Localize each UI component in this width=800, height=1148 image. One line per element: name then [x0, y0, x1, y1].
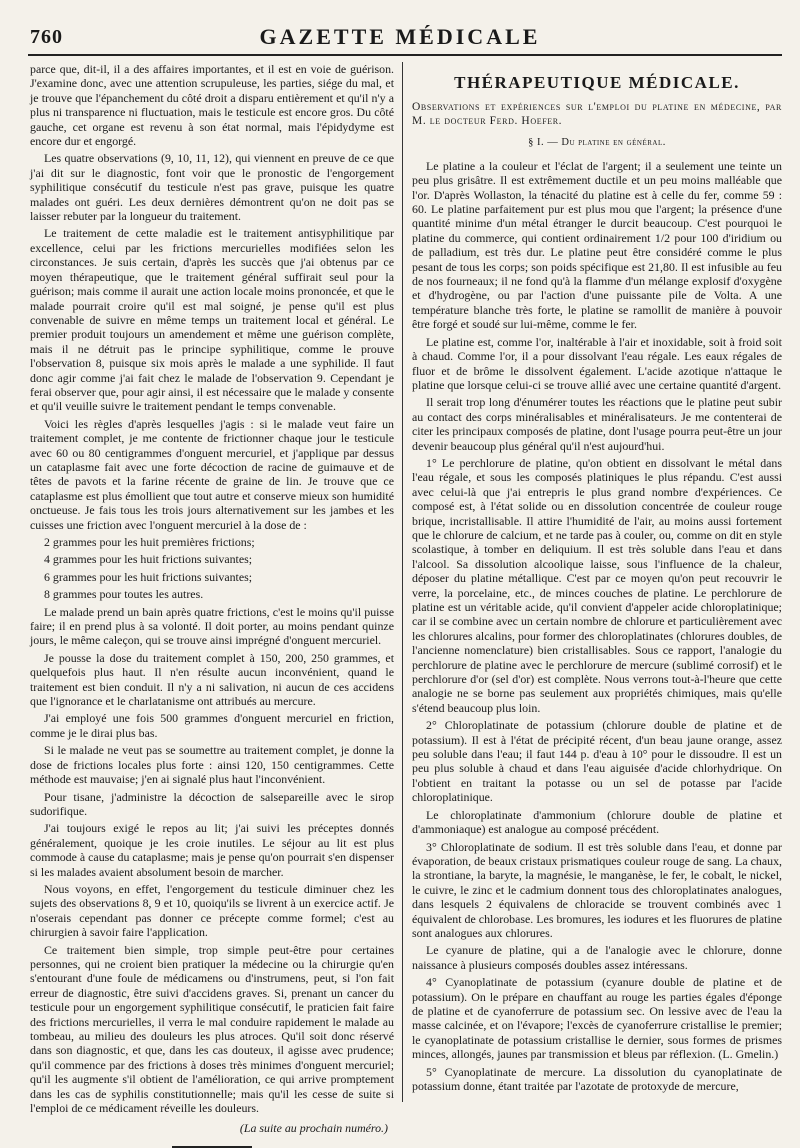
paragraph: Voici les règles d'après lesquelles j'agis : si le malade veut faire un traitement complet, je me contente de frictionner chaque jour le testicule avec 60 ou 80 centigrammes d'onguent mercuriel, et j'applique par dessus un cataplasme fait avec une forte décoction de racine de guimauve et de têtes de pavots et la farine récente de graine de lin. Je trouve que ce cataplasme est plus émollient que tout autre et conserve mieux son humidité onctueuse. Je fais tous les trois jours alternativement sur les jambes et les cuisses une friction avec l'onguent mercuriel à la dose de :	[30, 416, 394, 532]
paragraph: 3° Chloroplatinate de sodium. Il est très soluble dans l'eau, et donne par évaporation, de beaux cristaux prismatiques couleur rouge de sang. La chaux, la strontiane, la baryte, la magnésie, le manganèse, le fer, le cobalt, le nickel, le cuivre, le zinc et le cadmium donnent tous des chloroplatinates analogues, dans lesquels 2 équivalens de chloracide se trouvent combinés avec 1 équivalent de chlorobase. Les bromures, les iodures et les fluorures de platine sont analogues aux chlorures.	[412, 839, 782, 940]
running-title: GAZETTE MÉDICALE	[259, 24, 541, 49]
dose-line: 4 grammes pour les huit frictions suivantes;	[44, 552, 253, 567]
dose-line: 2 grammes pour les huit premières frictions;	[44, 535, 255, 549]
paragraph: Nous voyons, en effet, l'engorgement du testicule diminuer chez les sujets des observations 8, 9 et 10, quoiqu'ils se livrent à un exercice actif. Je n'oserais cependant pas donner ce précepte comme formel; c'est au chirurgien à savoir faire l'application.	[30, 881, 394, 940]
paragraph: J'ai employé une fois 500 grammes d'onguent mercuriel en friction, comme je le dirai plus bas.	[30, 711, 394, 740]
header-rule	[28, 54, 782, 56]
dose-line: 8 grammes pour toutes les autres.	[44, 587, 204, 602]
paragraph: 5° Cyanoplatinate de mercure. La dissolution du cyanoplatinate de potassium donne, étant traitée par l'azotate de protoxyde de mercure,	[412, 1064, 782, 1093]
paragraph: Le traitement de cette maladie est le traitement antisyphilitique par excellence, celui par les frictions mercurielles modifiées selon les circonstances. Je suis certain, d'après les succès que j'ai obtenus par ce moyen thérapeutique, que le traitement général suffirait seul pour la guérison; mais comme il aurait une action locale moins prononcée, et que le malade pourrait croire qu'il est mal soigné, je pense qu'il est plus convenable de suivre en même temps un traitement local et général. Le premier produit toujours un amendement et même une guérison complète, mais il ne détruit pas le principe syphilitique, comme le prouve l'observation 8, puisque six mois après le malade a une syphilide. Il faut donc agir comme j'ai fait chez le malade de l'observation 9. Cependant je ferai observer que, pour agir ainsi, il est nécessaire que le malade y consente et qu'il veuille suivre le traitement pendant le temps convenable.	[30, 226, 394, 414]
paragraph: 2° Chloroplatinate de potassium (chlorure double de platine et de potassium). Il est à l'état de précipité récent, d'un beau jaune orange, assez peu soluble dans l'eau; il faut 144 p. d'eau à 10° pour le dissoudre. Il est un peu plus soluble à chaud et dans l'eau aiguisée d'acide chlorhydrique. On l'obtient en traitant la potasse ou un sel de potasse par l'acide chloroplatinique.	[412, 718, 782, 805]
paragraph: Il serait trop long d'énumérer toutes les réactions que le platine peut subir au contact des corps minéralisables et minéralisateurs. Je me contenterai de citer les principaux composés de platine, dont l'usage pourra peut-être un jour devenir beaucoup plus général qu'il n'est aujourd'hui.	[412, 395, 782, 453]
subsection-heading: § I. — Du platine en général.	[528, 137, 666, 149]
page-number: 760	[30, 26, 63, 48]
right-column	[412, 62, 782, 1112]
paragraph: parce que, dit-il, il a des affaires importantes, et il est en voie de guérison. J'examine donc, avec une attention scrupuleuse, les parties, siége du mal, et je trouve que l'épanchement du côté droit a disparu entièrement et qu'il n'y a plus ni transparence ni fluctuation, mais le testicule est encore gros. Du côté gauche, cet organe est revenu à son état normal, mais l'épidydyme est encore dur et engorgé.	[30, 62, 394, 149]
continuation-note: (La suite au prochain numéro.)	[239, 1121, 388, 1136]
paragraph: J'ai toujours exigé le repos au lit; j'ai suivi les préceptes donnés généralement, quoique je les croie inutiles. Le séjour au lit est plus commode à cause du cataplasme; mais je pense qu'on pourrait s'en dispenser si les malades avaient absolument besoin de marcher.	[30, 821, 394, 879]
paragraph: 1° Le perchlorure de platine, qu'on obtient en dissolvant le métal dans l'eau régale, et sous les composés platiniques le plus répandu. C'est aussi avec celui-là que j'ai entrepris le plus grand nombre d'expériences. Ce composé est, à l'état solide ou en dissolution concentrée de couleur rouge brique, incristallisable. Il attire l'humidité de l'air, au moins aussi fortement que le chlorure de calcium, et ne tarde pas à couler, ou, comme on dit en style scolastique, à tomber en deliquium. Il est très soluble dans l'eau et dans l'alcool. Sa dissolution alcoolique laisse, sous l'influence de la chaleur, déposer du platine métallique. C'est par ce moyen qu'on peut recouvrir le verre, la porcelaine, etc., de minces couches de platine. Le perchlorure de platine est un véritable acide, qu'il convient d'appeler acide chloroplatinique; car il se combine avec un certain nombre de chlorure et particulièrement avec les chlorures alcalins, pour former des chloroplatinates (chlorures doubles, de l'ancienne nomenclature) bien cristallisables. Sous ce rapport, l'analogie du perchlorure de platine avec le perchlorure de mercure (sublimé corrosif) et le perchlorure d'or (sel d'or) est complète. Nous verrons tout-à-l'heure que cette analogie ne se borne pas seulement aux propriétés chimiques, mais qu'elle s'étend beaucoup plus loin.	[412, 455, 782, 715]
dose-line: 6 grammes pour les huit frictions suivantes;	[44, 569, 253, 584]
column-divider	[402, 62, 403, 1102]
paragraph: 4° Cyanoplatinate de potassium (cyanure double de platine et de potassium). On le prépare en chauffant au rouge les parties égales d'éponge de platine et de cyanoferrure de potassium sec. On lessive avec de l'eau la masse calcinée, et on l'évapore; l'excès de cyanoferrure cristallise le premier; le cyanoplatinate de potassium cristallise le dernier, sous formes de prismes minces, allongés, jaunes par transmission et bleus par réflexion. (L. Gmelin.)	[412, 975, 782, 1062]
paragraph: Le malade prend un bain après quatre frictions, c'est le moins qu'il puisse faire; il en prend plus à sa volonté. Il doit porter, au moins pendant quinze jours, le même caleçon, qui se trouve ainsi imprégné d'onguent mercuriel.	[30, 604, 394, 648]
article-title: Observations et expériences sur l'emploi du platine en médecine, par M. le docteur Ferd. Hoefer.	[412, 101, 782, 128]
paragraph: Le platine a la couleur et l'éclat de l'argent; il a seulement une teinte un peu plus grisâtre. Il est extrêmement ductile et un peu moins malléable que l'or. D'après Wollaston, la ténacité du platine est à celle du fer, comme 59 : 60. Le platine parfaitement pur est plus mou que l'argent; la présence d'une quantité minime d'un métal étranger le durcit beaucoup. C'est pourquoi le platine du commerce, qui contient ordinairement 1/2 pour 100 d'iridium ou de palladium, est très dur. Le platine peut être considéré comme le plus pesant de tous les corps; son poids spécifique est 21,80. Il est infusible au feu de nos fourneaux; il ne fond qu'à la flamme d'un mélange explosif d'oxygène et d'hydrogène, ou par l'action d'une puissante pile de Volta. A une température blanche très forte, le platine se ramollit de manière à pouvoir être forgé et soudé sur lui-même, comme le fer.	[412, 158, 782, 332]
paragraph: Si le malade ne veut pas se soumettre au traitement complet, je donne la dose de frictions locales plus forte : ainsi 120, 150 centigrammes. Cette méthode est mauvaise; j'en ai signalé plus haut l'inconvénient.	[30, 743, 394, 787]
paragraph: Le chloroplatinate d'ammonium (chlorure double de platine et d'ammoniaque) est analogue au composé précédent.	[412, 807, 782, 837]
paragraph: Ce traitement bien simple, trop simple peut-être pour certaines personnes, qui ne croient bien pratiquer la médecine ou la chirurgie qu'en s'entourant d'une foule de médicamens ou d'instrumens, peut, si l'on fait erreur de diagnostic, être suivi d'accidens graves. Si, prenant un cancer du testicule pour un engorgement syphilitique consécutif, le praticien fait faire des frictions mercurielles, il verra le mal conduire rapidement le malade au tombeau, au milieu des douleurs les plus atroces. Qu'il soit donc réservé dans son diagnostic, et que, dans les cas douteux, il agisse avec prudence; qu'il commence par des frictions à doses très minimes d'onguent mercuriel; qu'il les augmente s'il obtient de l'amélioration, ce qui arrive promptement dans les cas de syphilis constitutionnelle; mais qu'il les cesse de suite si l'emploi de ce médicament réveille les douleurs.	[30, 942, 394, 1116]
left-column	[30, 62, 394, 1136]
paragraph: Pour tisane, j'administre la décoction de salsepareille avec le sirop sudorifique.	[30, 789, 394, 818]
section-title: THÉRAPEUTIQUE MÉDICALE.	[454, 73, 740, 92]
paragraph: Le cyanure de platine, qui a de l'analogie avec le chlorure, donne naissance à plusieurs composés doubles assez intéressans.	[412, 943, 782, 972]
paragraph: Le platine est, comme l'or, inaltérable à l'air et inoxidable, soit à froid soit à chaud. Comme l'or, il a pour dissolvant l'eau régale. Les eaux régales de fluor et de brôme le dissolvent également. L'acide azotique n'attaque le platine que lorsque celui-ci se trouve allié avec une certaine quantité d'argent.	[412, 334, 782, 392]
paragraph: Les quatre observations (9, 10, 11, 12), qui viennent en preuve de ce que j'ai dit sur le diagnostic, font voir que le pronostic de l'engorgement syphilitique consécutif du testicule n'est pas grave, puisque les quatre malades ont guéri. Les deux dernières démontrent qu'on ne doit pas se laisser rebuter par la longueur du traitement.	[30, 151, 394, 224]
paragraph: Je pousse la dose du traitement complet à 150, 200, 250 grammes, et quelquefois plus haut. Il n'en résulte aucun inconvénient, quand le traitement est bien conduit. Il n'y a ni salivation, ni aucun de ces accidens que l'ignorance et le charlatanisme ont attribués au mercure.	[30, 650, 394, 709]
page-header	[0, 0, 800, 52]
